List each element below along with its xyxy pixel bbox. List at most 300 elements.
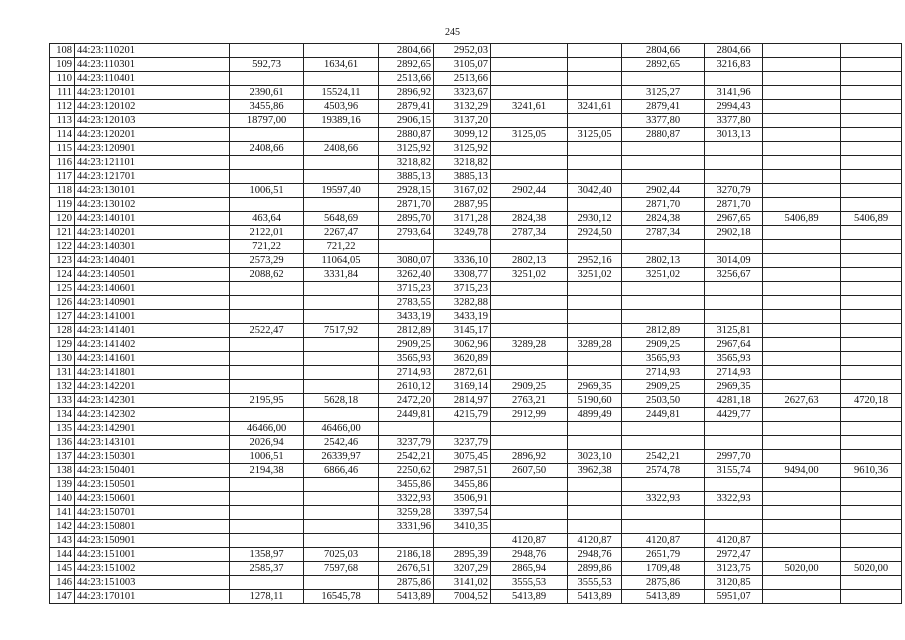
- max-value-3-cell: [568, 492, 622, 506]
- cadastral-quarter-cell: 44:23:140501: [75, 268, 230, 282]
- row-number-cell: 121: [50, 226, 75, 240]
- max-value-1-cell: [304, 366, 379, 380]
- row-number-cell: 129: [50, 338, 75, 352]
- max-value-4-cell: 3013,13: [705, 128, 763, 142]
- row-number-cell: 141: [50, 506, 75, 520]
- max-value-5-cell: 5406,89: [841, 212, 902, 226]
- row-number-cell: 122: [50, 240, 75, 254]
- max-value-4-cell: 2972,47: [705, 548, 763, 562]
- cadastral-quarter-cell: 44:23:130101: [75, 184, 230, 198]
- max-value-1-cell: [304, 506, 379, 520]
- max-value-4-cell: [705, 170, 763, 184]
- max-value-3-cell: 5413,89: [568, 590, 622, 604]
- max-value-1-cell: [304, 72, 379, 86]
- table-row: [50, 170, 902, 184]
- min-value-3-cell: [491, 520, 568, 534]
- max-value-3-cell: 2948,76: [568, 548, 622, 562]
- max-value-2-cell: 3169,14: [434, 380, 491, 394]
- min-value-1-cell: [230, 520, 304, 534]
- max-value-5-cell: [841, 240, 902, 254]
- max-value-5-cell: [841, 72, 902, 86]
- min-value-5-cell: [763, 324, 841, 338]
- min-value-4-cell: 3377,80: [622, 114, 705, 128]
- min-value-3-cell: 5413,89: [491, 590, 568, 604]
- max-value-5-cell: [841, 100, 902, 114]
- table-row: [50, 100, 902, 114]
- max-value-1-cell: [304, 534, 379, 548]
- table-row: [50, 184, 902, 198]
- min-value-3-cell: 2902,44: [491, 184, 568, 198]
- min-value-5-cell: [763, 226, 841, 240]
- max-value-4-cell: [705, 310, 763, 324]
- min-value-5-cell: [763, 72, 841, 86]
- max-value-1-cell: [304, 338, 379, 352]
- max-value-1-cell: [304, 408, 379, 422]
- max-value-2-cell: 3336,10: [434, 254, 491, 268]
- cadastral-quarter-cell: 44:23:130102: [75, 198, 230, 212]
- min-value-2-cell: 2714,93: [379, 366, 434, 380]
- min-value-5-cell: [763, 478, 841, 492]
- min-value-3-cell: 3555,53: [491, 576, 568, 590]
- min-value-1-cell: [230, 156, 304, 170]
- min-value-3-cell: 2607,50: [491, 464, 568, 478]
- min-value-4-cell: [622, 520, 705, 534]
- cadastral-quarter-cell: 44:23:121701: [75, 170, 230, 184]
- min-value-1-cell: [230, 576, 304, 590]
- min-value-4-cell: [622, 422, 705, 436]
- min-value-1-cell: 2088,62: [230, 268, 304, 282]
- min-value-4-cell: [622, 296, 705, 310]
- max-value-3-cell: 4120,87: [568, 534, 622, 548]
- max-value-4-cell: 3155,74: [705, 464, 763, 478]
- max-value-4-cell: 3565,93: [705, 352, 763, 366]
- cadastral-quarter-cell: 44:23:150501: [75, 478, 230, 492]
- min-value-5-cell: [763, 408, 841, 422]
- max-value-1-cell: 11064,05: [304, 254, 379, 268]
- max-value-5-cell: [841, 408, 902, 422]
- max-value-3-cell: [568, 198, 622, 212]
- table-row: [50, 310, 902, 324]
- min-value-4-cell: [622, 142, 705, 156]
- min-value-4-cell: 5413,89: [622, 590, 705, 604]
- min-value-4-cell: [622, 506, 705, 520]
- min-value-1-cell: 2408,66: [230, 142, 304, 156]
- max-value-3-cell: 2924,50: [568, 226, 622, 240]
- max-value-5-cell: [841, 282, 902, 296]
- max-value-2-cell: 3249,78: [434, 226, 491, 240]
- max-value-3-cell: [568, 156, 622, 170]
- min-value-1-cell: [230, 282, 304, 296]
- table-row: [50, 436, 902, 450]
- row-number-cell: 119: [50, 198, 75, 212]
- min-value-2-cell: [379, 240, 434, 254]
- row-number-cell: 131: [50, 366, 75, 380]
- min-value-1-cell: [230, 296, 304, 310]
- max-value-1-cell: 19389,16: [304, 114, 379, 128]
- min-value-5-cell: [763, 310, 841, 324]
- min-value-5-cell: [763, 296, 841, 310]
- max-value-3-cell: 2899,86: [568, 562, 622, 576]
- max-value-3-cell: 3962,38: [568, 464, 622, 478]
- table-row: [50, 296, 902, 310]
- min-value-2-cell: 3885,13: [379, 170, 434, 184]
- min-value-2-cell: 3262,40: [379, 268, 434, 282]
- max-value-3-cell: [568, 506, 622, 520]
- cadastral-quarter-cell: 44:23:140201: [75, 226, 230, 240]
- min-value-1-cell: [230, 170, 304, 184]
- table-row: [50, 72, 902, 86]
- max-value-4-cell: [705, 506, 763, 520]
- row-number-cell: 139: [50, 478, 75, 492]
- max-value-5-cell: [841, 422, 902, 436]
- min-value-3-cell: [491, 436, 568, 450]
- min-value-3-cell: 2763,21: [491, 394, 568, 408]
- min-value-5-cell: [763, 338, 841, 352]
- min-value-1-cell: 463,64: [230, 212, 304, 226]
- min-value-3-cell: [491, 170, 568, 184]
- max-value-4-cell: [705, 72, 763, 86]
- max-value-5-cell: [841, 548, 902, 562]
- min-value-5-cell: [763, 156, 841, 170]
- max-value-1-cell: [304, 352, 379, 366]
- max-value-1-cell: 2542,46: [304, 436, 379, 450]
- max-value-3-cell: [568, 352, 622, 366]
- min-value-1-cell: [230, 408, 304, 422]
- row-number-cell: 137: [50, 450, 75, 464]
- max-value-2-cell: 3141,02: [434, 576, 491, 590]
- cadastral-quarter-cell: 44:23:140401: [75, 254, 230, 268]
- row-number-cell: 108: [50, 44, 75, 58]
- min-value-4-cell: 2787,34: [622, 226, 705, 240]
- max-value-2-cell: 3132,29: [434, 100, 491, 114]
- table-row: [50, 576, 902, 590]
- min-value-1-cell: [230, 380, 304, 394]
- min-value-3-cell: [491, 282, 568, 296]
- min-value-1-cell: 1006,51: [230, 184, 304, 198]
- min-value-2-cell: 2896,92: [379, 86, 434, 100]
- min-value-5-cell: [763, 44, 841, 58]
- min-value-5-cell: [763, 240, 841, 254]
- max-value-5-cell: [841, 576, 902, 590]
- max-value-2-cell: 3167,02: [434, 184, 491, 198]
- max-value-3-cell: [568, 324, 622, 338]
- row-number-cell: 115: [50, 142, 75, 156]
- min-value-2-cell: 2250,62: [379, 464, 434, 478]
- max-value-5-cell: [841, 366, 902, 380]
- min-value-4-cell: [622, 310, 705, 324]
- min-value-5-cell: [763, 198, 841, 212]
- max-value-1-cell: [304, 296, 379, 310]
- max-value-4-cell: 2969,35: [705, 380, 763, 394]
- max-value-4-cell: 4281,18: [705, 394, 763, 408]
- cadastral-quarter-cell: 44:23:140101: [75, 212, 230, 226]
- min-value-5-cell: [763, 128, 841, 142]
- min-value-2-cell: 3715,23: [379, 282, 434, 296]
- max-value-2-cell: 3218,82: [434, 156, 491, 170]
- row-number-cell: 109: [50, 58, 75, 72]
- min-value-5-cell: [763, 590, 841, 604]
- row-number-cell: 136: [50, 436, 75, 450]
- min-value-2-cell: 3455,86: [379, 478, 434, 492]
- max-value-2-cell: 3062,96: [434, 338, 491, 352]
- min-value-2-cell: 3565,93: [379, 352, 434, 366]
- max-value-2-cell: 3308,77: [434, 268, 491, 282]
- max-value-1-cell: 6866,46: [304, 464, 379, 478]
- cadastral-quarter-cell: 44:23:150801: [75, 520, 230, 534]
- max-value-2-cell: 2887,95: [434, 198, 491, 212]
- min-value-3-cell: 4120,87: [491, 534, 568, 548]
- max-value-4-cell: 4429,77: [705, 408, 763, 422]
- cadastral-quarter-cell: 44:23:140601: [75, 282, 230, 296]
- min-value-2-cell: 2804,66: [379, 44, 434, 58]
- min-value-4-cell: 2449,81: [622, 408, 705, 422]
- cadastral-quarter-cell: 44:23:143101: [75, 436, 230, 450]
- row-number-cell: 112: [50, 100, 75, 114]
- table-row: [50, 198, 902, 212]
- min-value-3-cell: 2909,25: [491, 380, 568, 394]
- table-row: [50, 492, 902, 506]
- max-value-1-cell: 7517,92: [304, 324, 379, 338]
- max-value-1-cell: 46466,00: [304, 422, 379, 436]
- table-row: [50, 114, 902, 128]
- min-value-3-cell: 2912,99: [491, 408, 568, 422]
- max-value-2-cell: 3099,12: [434, 128, 491, 142]
- cadastral-quarter-cell: 44:23:141001: [75, 310, 230, 324]
- row-number-cell: 118: [50, 184, 75, 198]
- row-number-cell: 146: [50, 576, 75, 590]
- row-number-cell: 133: [50, 394, 75, 408]
- min-value-3-cell: 3125,05: [491, 128, 568, 142]
- min-value-3-cell: [491, 324, 568, 338]
- min-value-1-cell: [230, 478, 304, 492]
- max-value-2-cell: [434, 240, 491, 254]
- max-value-3-cell: [568, 58, 622, 72]
- max-value-1-cell: 15524,11: [304, 86, 379, 100]
- table-row: [50, 254, 902, 268]
- min-value-2-cell: 2909,25: [379, 338, 434, 352]
- max-value-2-cell: 3433,19: [434, 310, 491, 324]
- cadastral-quarter-cell: 44:23:142302: [75, 408, 230, 422]
- min-value-2-cell: 2906,15: [379, 114, 434, 128]
- min-value-1-cell: 592,73: [230, 58, 304, 72]
- max-value-2-cell: 3237,79: [434, 436, 491, 450]
- row-number-cell: 113: [50, 114, 75, 128]
- table-row: [50, 240, 902, 254]
- cadastral-quarter-cell: 44:23:151003: [75, 576, 230, 590]
- min-value-5-cell: 9494,00: [763, 464, 841, 478]
- max-value-4-cell: 2967,65: [705, 212, 763, 226]
- table-row: [50, 366, 902, 380]
- min-value-3-cell: [491, 142, 568, 156]
- min-value-1-cell: 2585,37: [230, 562, 304, 576]
- max-value-5-cell: [841, 268, 902, 282]
- min-value-4-cell: 2574,78: [622, 464, 705, 478]
- min-value-4-cell: 2812,89: [622, 324, 705, 338]
- max-value-1-cell: 5628,18: [304, 394, 379, 408]
- min-value-3-cell: [491, 72, 568, 86]
- min-value-3-cell: [491, 86, 568, 100]
- min-value-3-cell: [491, 156, 568, 170]
- table-row: [50, 156, 902, 170]
- max-value-2-cell: 3105,07: [434, 58, 491, 72]
- max-value-1-cell: [304, 198, 379, 212]
- table-row: [50, 338, 902, 352]
- min-value-2-cell: 2513,66: [379, 72, 434, 86]
- min-value-1-cell: [230, 534, 304, 548]
- max-value-5-cell: [841, 338, 902, 352]
- min-value-4-cell: 2902,44: [622, 184, 705, 198]
- max-value-3-cell: 3289,28: [568, 338, 622, 352]
- min-value-1-cell: [230, 506, 304, 520]
- row-number-cell: 123: [50, 254, 75, 268]
- max-value-1-cell: [304, 170, 379, 184]
- min-value-4-cell: 2824,38: [622, 212, 705, 226]
- min-value-4-cell: 2804,66: [622, 44, 705, 58]
- max-value-4-cell: 2804,66: [705, 44, 763, 58]
- table-row: [50, 520, 902, 534]
- min-value-2-cell: 2793,64: [379, 226, 434, 240]
- min-value-4-cell: 2892,65: [622, 58, 705, 72]
- max-value-4-cell: 2714,93: [705, 366, 763, 380]
- min-value-3-cell: [491, 198, 568, 212]
- max-value-4-cell: [705, 142, 763, 156]
- min-value-2-cell: 3433,19: [379, 310, 434, 324]
- min-value-3-cell: 2802,13: [491, 254, 568, 268]
- row-number-cell: 111: [50, 86, 75, 100]
- max-value-1-cell: 7597,68: [304, 562, 379, 576]
- min-value-1-cell: 2122,01: [230, 226, 304, 240]
- max-value-2-cell: 2952,03: [434, 44, 491, 58]
- max-value-1-cell: 2267,47: [304, 226, 379, 240]
- min-value-3-cell: 2824,38: [491, 212, 568, 226]
- max-value-2-cell: 3506,91: [434, 492, 491, 506]
- min-value-5-cell: [763, 100, 841, 114]
- cadastral-quarter-cell: 44:23:141401: [75, 324, 230, 338]
- cadastral-quarter-cell: 44:23:151002: [75, 562, 230, 576]
- max-value-3-cell: [568, 282, 622, 296]
- max-value-2-cell: 3620,89: [434, 352, 491, 366]
- table-row: [50, 142, 902, 156]
- max-value-3-cell: [568, 520, 622, 534]
- max-value-1-cell: [304, 380, 379, 394]
- table-row: [50, 464, 902, 478]
- max-value-4-cell: 4120,87: [705, 534, 763, 548]
- max-value-4-cell: 3216,83: [705, 58, 763, 72]
- min-value-5-cell: [763, 184, 841, 198]
- max-value-2-cell: 3171,28: [434, 212, 491, 226]
- min-value-2-cell: 2186,18: [379, 548, 434, 562]
- cadastral-quarter-cell: 44:23:120103: [75, 114, 230, 128]
- max-value-5-cell: [841, 156, 902, 170]
- min-value-5-cell: [763, 380, 841, 394]
- cadastral-quarter-cell: 44:23:140301: [75, 240, 230, 254]
- max-value-1-cell: [304, 282, 379, 296]
- min-value-5-cell: [763, 534, 841, 548]
- min-value-1-cell: 3455,86: [230, 100, 304, 114]
- max-value-3-cell: 2930,12: [568, 212, 622, 226]
- max-value-4-cell: 3125,81: [705, 324, 763, 338]
- min-value-1-cell: [230, 198, 304, 212]
- min-value-5-cell: [763, 268, 841, 282]
- min-value-2-cell: 3237,79: [379, 436, 434, 450]
- min-value-1-cell: [230, 128, 304, 142]
- cadastral-price-table: [49, 43, 902, 604]
- min-value-2-cell: 5413,89: [379, 590, 434, 604]
- max-value-4-cell: 3141,96: [705, 86, 763, 100]
- max-value-4-cell: 2902,18: [705, 226, 763, 240]
- min-value-1-cell: 2573,29: [230, 254, 304, 268]
- cadastral-quarter-cell: 44:23:142901: [75, 422, 230, 436]
- row-number-cell: 130: [50, 352, 75, 366]
- cadastral-quarter-cell: 44:23:141801: [75, 366, 230, 380]
- max-value-3-cell: 3023,10: [568, 450, 622, 464]
- min-value-4-cell: [622, 436, 705, 450]
- min-value-2-cell: 2676,51: [379, 562, 434, 576]
- row-number-cell: 140: [50, 492, 75, 506]
- cadastral-quarter-cell: 44:23:150601: [75, 492, 230, 506]
- max-value-3-cell: [568, 114, 622, 128]
- max-value-1-cell: 26339,97: [304, 450, 379, 464]
- row-number-cell: 142: [50, 520, 75, 534]
- cadastral-quarter-cell: 44:23:140901: [75, 296, 230, 310]
- min-value-3-cell: [491, 58, 568, 72]
- max-value-4-cell: 3256,67: [705, 268, 763, 282]
- min-value-2-cell: 2895,70: [379, 212, 434, 226]
- max-value-3-cell: 4899,49: [568, 408, 622, 422]
- max-value-1-cell: [304, 128, 379, 142]
- max-value-2-cell: 2987,51: [434, 464, 491, 478]
- min-value-2-cell: 3259,28: [379, 506, 434, 520]
- max-value-5-cell: [841, 534, 902, 548]
- min-value-4-cell: 2879,41: [622, 100, 705, 114]
- max-value-2-cell: 7004,52: [434, 590, 491, 604]
- min-value-5-cell: [763, 114, 841, 128]
- min-value-1-cell: 18797,00: [230, 114, 304, 128]
- cadastral-quarter-cell: 44:23:151001: [75, 548, 230, 562]
- max-value-2-cell: 3145,17: [434, 324, 491, 338]
- min-value-4-cell: 1709,48: [622, 562, 705, 576]
- min-value-3-cell: [491, 506, 568, 520]
- min-value-4-cell: [622, 72, 705, 86]
- table-row: [50, 408, 902, 422]
- max-value-4-cell: [705, 436, 763, 450]
- max-value-2-cell: 2895,39: [434, 548, 491, 562]
- max-value-5-cell: [841, 310, 902, 324]
- min-value-2-cell: 2928,15: [379, 184, 434, 198]
- max-value-2-cell: 3075,45: [434, 450, 491, 464]
- min-value-1-cell: 1006,51: [230, 450, 304, 464]
- max-value-4-cell: [705, 422, 763, 436]
- cadastral-quarter-cell: 44:23:150901: [75, 534, 230, 548]
- max-value-2-cell: 3323,67: [434, 86, 491, 100]
- min-value-3-cell: [491, 366, 568, 380]
- max-value-3-cell: [568, 72, 622, 86]
- max-value-1-cell: 4503,96: [304, 100, 379, 114]
- min-value-4-cell: [622, 478, 705, 492]
- min-value-4-cell: 4120,87: [622, 534, 705, 548]
- min-value-5-cell: [763, 254, 841, 268]
- row-number-cell: 144: [50, 548, 75, 562]
- min-value-2-cell: 2879,41: [379, 100, 434, 114]
- max-value-2-cell: 4215,79: [434, 408, 491, 422]
- min-value-1-cell: [230, 366, 304, 380]
- max-value-5-cell: [841, 352, 902, 366]
- max-value-3-cell: [568, 86, 622, 100]
- min-value-2-cell: 2812,89: [379, 324, 434, 338]
- min-value-5-cell: [763, 366, 841, 380]
- max-value-4-cell: [705, 240, 763, 254]
- max-value-5-cell: [841, 128, 902, 142]
